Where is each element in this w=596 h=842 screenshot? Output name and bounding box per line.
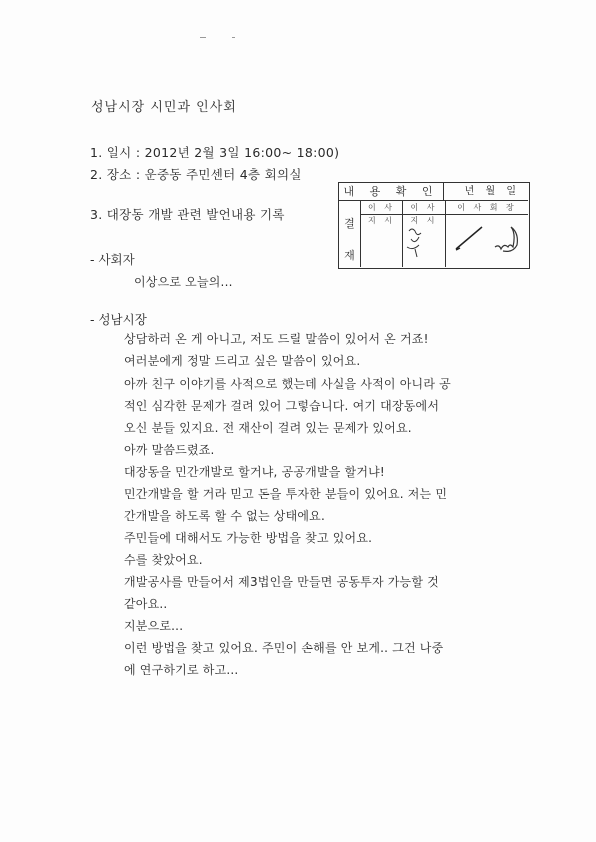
mayor-line-2: 여러분에게 정말 드리고 싶은 말씀이 있어요. [124,354,361,368]
approval-role-2: 이 사 지 시 [403,201,445,215]
mayor-line-7: 대장동을 민간개발로 할거냐, 공공개발을 할거냐! [124,465,385,479]
meeting-place: 2. 장소 : 운중동 주민센터 4층 회의실 [90,167,302,182]
scan-speck [200,37,206,38]
mayor-line-3: 아까 친구 이야기를 사적으로 했는데 사실을 사적이 아니라 공 [124,377,451,391]
mayor-line-15: 이런 방법을 찾고 있어요. 주민이 손해를 안 보게.. 그건 나중 [124,641,444,655]
mayor-line-8: 민간개발을 할 거라 믿고 돈을 투자한 분들이 있어요. 저는 민 [124,487,448,501]
approval-column-1 [361,201,403,267]
mayor-line-13: 같아요.. [124,597,168,611]
approval-side-label [339,201,361,267]
meeting-subject: 3. 대장동 개발 관련 발언내용 기록 [90,207,285,222]
approval-header: 내 용 확 인 [339,183,444,201]
document-title: 성남시장 시민과 인사회 [91,100,237,115]
handwritten-signatures [401,219,531,267]
moderator-label: - 사회자 [90,252,135,267]
mayor-line-1: 상담하러 온 게 아니고, 저도 드릴 말씀이 있어서 온 거죠! [124,332,429,346]
mayor-line-12: 개발공사를 만들어서 제3법인을 만들면 공동투자 가능할 것 [124,575,439,589]
mayor-line-4: 적인 심각한 문제가 걸려 있어 그렇습니다. 여기 대장동에서 [124,399,440,413]
mayor-line-5: 오신 분들 있지요. 전 재산이 걸려 있는 문제가 있어요. [124,421,412,435]
approval-role-1: 이 사 지 시 [361,201,402,215]
mayor-label: - 성남시장 [90,312,147,327]
approval-stamp-box [338,182,530,269]
approval-side-bottom: 재 [344,249,355,262]
mayor-line-10: 주민들에 대해서도 가능한 방법을 찾고 있어요. [124,531,373,545]
scan-speck [232,37,235,38]
approval-date-field: 년 월 일 [444,183,528,201]
mayor-line-11: 수를 찾았어요. [124,553,203,567]
mayor-line-6: 아까 말씀드렸죠. [124,443,215,457]
approval-side-top: 결 [344,217,355,230]
meeting-date: 1. 일시 : 2012년 2월 3일 16:00~ 18:00) [90,145,340,160]
moderator-line: 이상으로 오늘의... [134,275,233,289]
mayor-line-16: 에 연구하기로 하고... [124,663,239,677]
mayor-line-14: 지분으로... [124,619,184,633]
approval-role-3: 이 사 회 장 [446,201,528,215]
mayor-line-9: 간개발을 하도록 할 수 없는 상태에요. [124,509,325,523]
